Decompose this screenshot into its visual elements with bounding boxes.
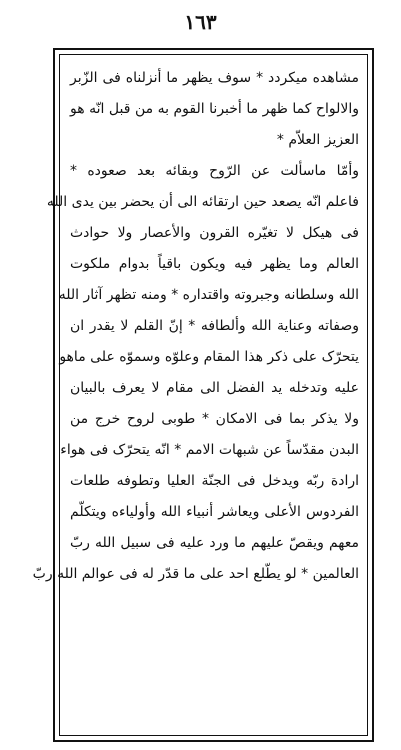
text-line-6: فی هیکل لا تغیّره القرون والأعصار ولا حوادث: [70, 225, 359, 241]
page-number: ١٦٣: [184, 10, 217, 34]
text-line-17: العالمین * لو یطّلع احد علی ما قدّر له فی عوالم الله ربّ: [32, 566, 359, 582]
text-line-12: ولا یذکر بما فی الامکان * طوبی لروح خرج من: [70, 411, 359, 427]
text-line-15: الفردوس الأعلی ویعاشر أنبیاء الله وأولیاءه ویتکلّم: [70, 504, 359, 520]
page-border-outer: [32, 48, 374, 742]
text-line-7: العالم وما یظهر فیه ویکون باقیاً بدوام ملکوت: [70, 256, 359, 272]
text-line-13: البدن مقدّساً عن شبهات الامم * انّه یتحرّک فی هواء: [60, 442, 359, 458]
text-line-11: علیه وتدخله ید الفضل الی مقام لا یعرف بالبیان: [70, 380, 359, 396]
text-line-3: العزیز العلاّم *: [276, 132, 359, 148]
text-line-16: معهم ویقصّ علیهم ما ورد علیه فی سبیل الله ربّ: [70, 535, 359, 551]
text-line-10: یتحرّک علی ذکر هذا المقام وعلوّه وسموّه علی ماهو: [59, 349, 359, 365]
text-line-2: والالواح کما ظهر ما أخبرنا القوم به من قبل انّه هو: [70, 101, 359, 117]
text-line-4: وأمّا ماسألت عن الرّوح وبقائه بعد صعوده *: [70, 163, 359, 179]
text-line-9: وصفاته وعنایة الله وألطافه * إنّ القلم لا یقدر ان: [70, 318, 359, 334]
text-line-14: ارادة ربّه ویدخل فی الجنّة العلیا وتطوفه طلعات: [70, 473, 359, 489]
text-line-1: مشاهده میکردد * سوف یظهر ما أنزلناه فی الزّبر: [70, 70, 359, 86]
text-line-8: الله وسلطانه وجبروته واقتداره * ومنه تظهر آثار الله: [58, 287, 359, 303]
text-line-5: فاعلم انّه یصعد حین ارتقائه الی أن یحضر بین یدی الله: [46, 194, 359, 210]
page-border-inner: [32, 54, 368, 736]
text-body: [32, 63, 359, 729]
